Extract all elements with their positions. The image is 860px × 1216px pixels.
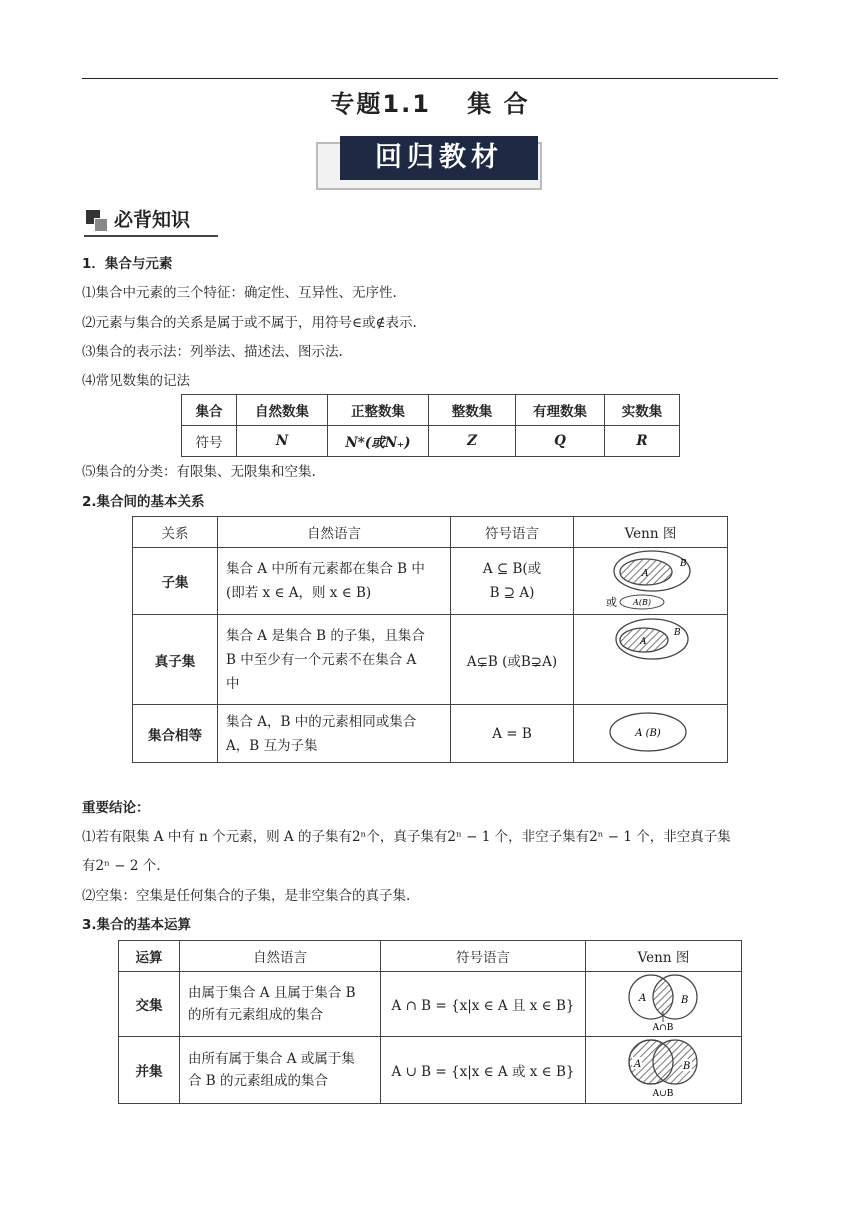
venn-union: [586, 1037, 742, 1104]
svg-text:B: B: [673, 628, 681, 638]
svg-text:A∩B: A∩B: [652, 1023, 673, 1032]
numsets-cell: 符号: [182, 426, 237, 457]
header-rule: [82, 78, 778, 79]
venn-equal: [574, 705, 728, 763]
op-header: Venn 图: [586, 941, 742, 972]
rel-symbol: A ⊆ B(或 B ⊇ A): [451, 548, 574, 615]
section2-heading: 2.集合间的基本关系: [82, 494, 205, 510]
svg-text:A∪B: A∪B: [652, 1089, 673, 1099]
svg-text:A: A: [639, 637, 646, 647]
banner: [316, 136, 542, 188]
rel-header: 符号语言: [451, 517, 574, 548]
svg-text:A: A: [633, 1059, 641, 1070]
s1-item-1: ⑴集合中元素的三个特征：确定性、互异性、无序性.: [82, 285, 397, 301]
venn-intersection: [586, 972, 742, 1037]
op-natural: 由属于集合 A 且属于集合 B 的所有元素组成的集合: [180, 972, 381, 1037]
svg-text:A: A: [638, 993, 646, 1004]
numsets-cell: N*(或N₊): [328, 426, 429, 457]
op-natural: 由所有属于集合 A 或属于集 合 B 的元素组成的集合: [180, 1037, 381, 1104]
numsets-table: [181, 394, 680, 457]
conclusion-line: ⑴若有限集 A 中有 n 个元素，则 A 的子集有2ⁿ个，真子集有2ⁿ − 1 个，非空子集有2ⁿ − 1 个，非空真子集: [82, 829, 731, 845]
op-symbol: A ∩ B = {x|x ∈ A 且 x ∈ B}: [381, 972, 586, 1037]
svg-text:A(B): A(B): [632, 598, 651, 607]
venn-proper-subset: [574, 615, 728, 705]
rel-name: 子集: [133, 548, 218, 615]
rel-symbol: A⊊B (或B⊋A): [451, 615, 574, 705]
s1-item-2: ⑵元素与集合的关系是属于或不属于，用符号∈或∉表示.: [82, 315, 417, 331]
svg-text:A (B): A (B): [634, 727, 661, 739]
numsets-cell: Q: [516, 426, 605, 457]
numsets-header: 有理数集: [516, 395, 605, 426]
rel-natural: 集合 A，B 中的元素相同或集合 A，B 互为子集: [218, 705, 451, 763]
numsets-cell: N: [237, 426, 328, 457]
relations-table: [132, 516, 728, 763]
op-symbol: A ∪ B = {x|x ∈ A 或 x ∈ B}: [381, 1037, 586, 1104]
numsets-header: 整数集: [429, 395, 516, 426]
conclusion-line: 有2ⁿ − 2 个.: [82, 858, 161, 874]
op-name: 交集: [119, 972, 180, 1037]
venn-subset: [574, 548, 728, 615]
rel-natural: 集合 A 是集合 B 的子集，且集合 B 中至少有一个元素不在集合 A 中: [218, 615, 451, 705]
op-header: 自然语言: [180, 941, 381, 972]
operations-table: [118, 940, 742, 1104]
rel-header: Venn 图: [574, 517, 728, 548]
svg-text:B: B: [679, 559, 687, 569]
s1-item-4: ⑷常见数集的记法: [82, 373, 190, 389]
s1-item-5: ⑸集合的分类：有限集、无限集和空集.: [82, 464, 316, 480]
page-title: 专题1.1 集 合: [330, 90, 530, 118]
banner-label: 回归教材: [340, 136, 538, 180]
rel-symbol: A = B: [451, 705, 574, 763]
numsets-cell: Z: [429, 426, 516, 457]
op-header: 符号语言: [381, 941, 586, 972]
svg-text:B: B: [680, 995, 688, 1006]
section-badge: [84, 202, 224, 236]
section3-heading: 3.集合的基本运算: [82, 917, 192, 933]
numsets-header: 自然数集: [237, 395, 328, 426]
numsets-cell: R: [605, 426, 680, 457]
s1-item-3: ⑶集合的表示法：列举法、描述法、图示法.: [82, 344, 343, 360]
conclusion-heading: 重要结论：: [82, 800, 150, 816]
svg-text:B: B: [682, 1061, 690, 1072]
numsets-header: 集合: [182, 395, 237, 426]
section1-heading: 1．集合与元素: [82, 256, 173, 272]
rel-name: 集合相等: [133, 705, 218, 763]
conclusion-line: ⑵空集：空集是任何集合的子集，是非空集合的真子集.: [82, 888, 411, 904]
rel-natural: 集合 A 中所有元素都在集合 B 中 (即若 x ∈ A，则 x ∈ B): [218, 548, 451, 615]
section-label: 必背知识: [114, 209, 191, 231]
svg-text:A: A: [641, 569, 648, 579]
numsets-header: 正整数集: [328, 395, 429, 426]
rel-header: 关系: [133, 517, 218, 548]
op-name: 并集: [119, 1037, 180, 1104]
svg-text:或: 或: [605, 596, 617, 609]
rel-header: 自然语言: [218, 517, 451, 548]
numsets-header: 实数集: [605, 395, 680, 426]
op-header: 运算: [119, 941, 180, 972]
rel-name: 真子集: [133, 615, 218, 705]
